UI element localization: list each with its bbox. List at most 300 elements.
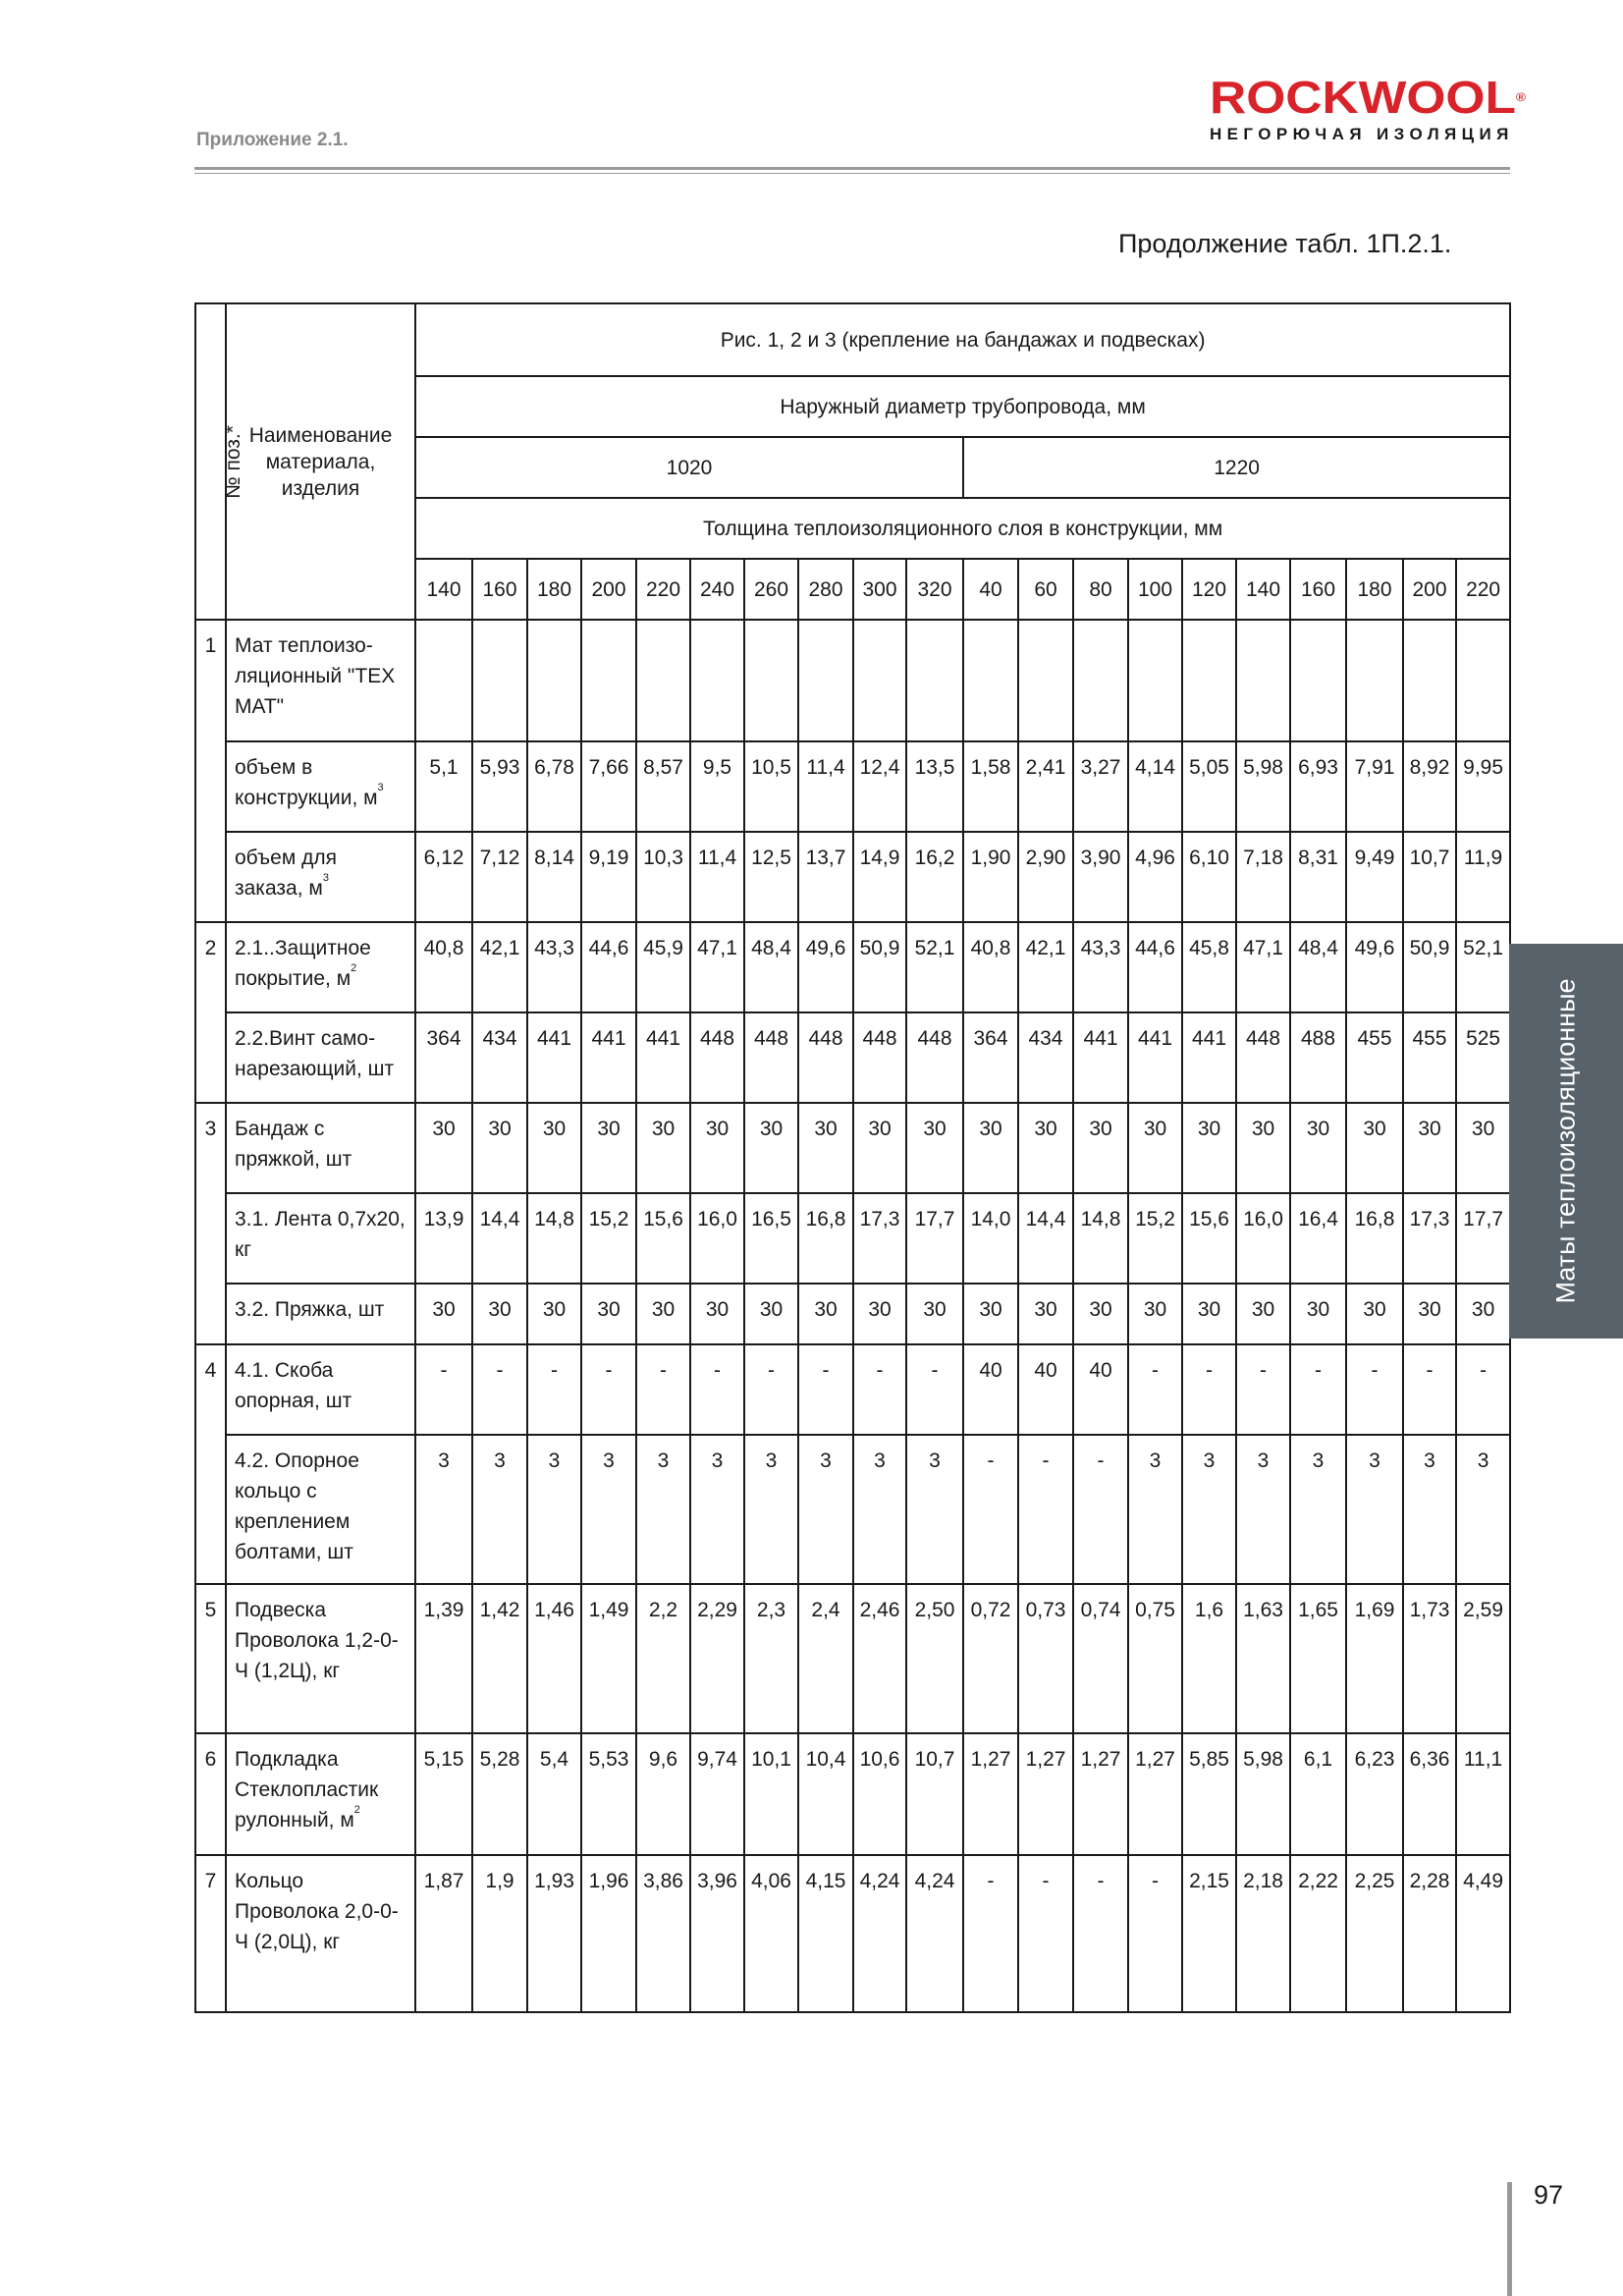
value-cell: 1,39	[415, 1584, 472, 1733]
value-cell: 17,7	[906, 1193, 963, 1284]
value-cell: 441	[1182, 1012, 1236, 1103]
thickness-col-16: 160	[1290, 559, 1346, 620]
table-row	[195, 1103, 1510, 1193]
value-cell: 3,86	[636, 1855, 690, 2012]
value-cell: 0,74	[1073, 1584, 1128, 1733]
value-cell: 9,6	[636, 1733, 690, 1855]
table-row	[195, 741, 1510, 832]
value-cell	[1290, 620, 1346, 741]
value-cell: 47,1	[1236, 922, 1290, 1012]
value-cell: 6,78	[527, 741, 581, 832]
value-cell: 441	[636, 1012, 690, 1103]
value-cell: 40	[963, 1344, 1018, 1435]
value-cell: 48,4	[744, 922, 798, 1012]
value-cell: 14,8	[1073, 1193, 1128, 1284]
value-cell: 448	[1236, 1012, 1290, 1103]
value-cell: 3	[1236, 1435, 1290, 1584]
value-cell: 4,24	[906, 1855, 963, 2012]
value-cell: 16,4	[1290, 1193, 1346, 1284]
diameter-1220: 1220	[963, 437, 1510, 498]
row-name	[226, 1855, 415, 2012]
value-cell: 13,7	[798, 832, 853, 922]
value-cell: 13,9	[415, 1193, 472, 1284]
row-name-text: 2.2.Винт само-нарезающий, шт	[235, 1027, 395, 1080]
value-cell: 52,1	[906, 922, 963, 1012]
value-cell: 3	[1128, 1435, 1182, 1584]
value-cell: 10,3	[636, 832, 690, 922]
value-cell: 17,3	[1403, 1193, 1456, 1284]
value-cell: 434	[1018, 1012, 1073, 1103]
row-name-text: Бандаж с пряжкой, шт	[235, 1118, 352, 1171]
rockwool-logo	[1210, 72, 1526, 144]
value-cell: 2,4	[798, 1584, 853, 1733]
row-name	[226, 1284, 415, 1344]
value-cell: -	[963, 1855, 1018, 2012]
thickness-col-18: 200	[1403, 559, 1456, 620]
value-cell: 8,57	[636, 741, 690, 832]
value-cell: 8,92	[1403, 741, 1456, 832]
value-cell: 30	[1182, 1284, 1236, 1344]
value-cell: -	[1128, 1344, 1182, 1435]
value-cell: 15,2	[581, 1193, 636, 1284]
value-cell	[472, 620, 527, 741]
value-cell	[798, 620, 853, 741]
value-cell: -	[636, 1344, 690, 1435]
value-cell: 42,1	[1018, 922, 1073, 1012]
value-cell: 30	[798, 1103, 853, 1193]
value-cell: -	[1456, 1344, 1510, 1435]
value-cell: 30	[1236, 1103, 1290, 1193]
value-cell: 52,1	[1456, 922, 1510, 1012]
value-cell: 3,96	[690, 1855, 744, 2012]
table-continuation-title: Продолжение табл. 1П.2.1.	[1118, 229, 1452, 258]
value-cell: 3	[798, 1435, 853, 1584]
value-cell: 8,14	[527, 832, 581, 922]
thickness-col-7: 280	[798, 559, 853, 620]
value-cell: 4,24	[853, 1855, 906, 2012]
value-cell: 30	[906, 1284, 963, 1344]
value-cell: 3	[527, 1435, 581, 1584]
logo-wordmark: ROCKWOOL®	[1210, 72, 1526, 123]
row-name-text: Подкладка Стеклопластик рулонный, м	[235, 1748, 379, 1831]
value-cell: 5,15	[415, 1733, 472, 1855]
value-cell: 364	[415, 1012, 472, 1103]
unit-superscript: 2	[353, 1804, 360, 1816]
value-cell: 30	[1403, 1103, 1456, 1193]
value-cell: 1,87	[415, 1855, 472, 2012]
thickness-col-13: 100	[1128, 559, 1182, 620]
table-row	[195, 1193, 1510, 1284]
thickness-col-12: 80	[1073, 559, 1128, 620]
value-cell: 14,8	[527, 1193, 581, 1284]
value-cell: 3	[581, 1435, 636, 1584]
value-cell: 15,6	[1182, 1193, 1236, 1284]
value-cell: 448	[906, 1012, 963, 1103]
value-cell: 14,9	[853, 832, 906, 922]
value-cell: 2,2	[636, 1584, 690, 1733]
value-cell: 455	[1346, 1012, 1403, 1103]
value-cell: 2,3	[744, 1584, 798, 1733]
value-cell: 30	[1128, 1103, 1182, 1193]
value-cell: -	[1403, 1344, 1456, 1435]
value-cell: 448	[690, 1012, 744, 1103]
table-row	[195, 1584, 1510, 1733]
value-cell: 3	[1456, 1435, 1510, 1584]
value-cell: 441	[527, 1012, 581, 1103]
value-cell: 30	[1128, 1284, 1182, 1344]
row-name-text: 4.2. Опорное кольцо с креплением болтами, шт	[235, 1449, 359, 1563]
row-name-text: 3.1. Лента 0,7х20, кг	[235, 1208, 406, 1261]
value-cell	[1346, 620, 1403, 741]
appendix-label: Приложение 2.1.	[196, 130, 349, 150]
row-pos: 6	[195, 1733, 226, 1855]
value-cell: 448	[853, 1012, 906, 1103]
thickness-col-10: 40	[963, 559, 1018, 620]
value-cell: 9,5	[690, 741, 744, 832]
value-cell	[1073, 620, 1128, 741]
value-cell: 6,36	[1403, 1733, 1456, 1855]
value-cell: 43,3	[1073, 922, 1128, 1012]
value-cell: 30	[1018, 1284, 1073, 1344]
value-cell: 48,4	[1290, 922, 1346, 1012]
value-cell: 1,90	[963, 832, 1018, 922]
value-cell: 5,28	[472, 1733, 527, 1855]
value-cell: -	[1346, 1344, 1403, 1435]
value-cell: 30	[581, 1284, 636, 1344]
value-cell: -	[744, 1344, 798, 1435]
thickness-col-14: 120	[1182, 559, 1236, 620]
value-cell: 30	[744, 1284, 798, 1344]
row-pos: 1	[195, 620, 226, 922]
value-cell: 0,72	[963, 1584, 1018, 1733]
value-cell: 10,5	[744, 741, 798, 832]
value-cell: 8,31	[1290, 832, 1346, 922]
value-cell: 4,06	[744, 1855, 798, 2012]
value-cell	[853, 620, 906, 741]
value-cell: 5,98	[1236, 1733, 1290, 1855]
section-side-tab-label: Маты теплоизоляционные	[1550, 978, 1581, 1304]
value-cell	[581, 620, 636, 741]
pos-header-label: № поз.*	[221, 424, 244, 499]
value-cell: 7,66	[581, 741, 636, 832]
value-cell: 30	[906, 1103, 963, 1193]
value-cell: 30	[472, 1103, 527, 1193]
value-cell: 30	[1182, 1103, 1236, 1193]
value-cell: 2,22	[1290, 1855, 1346, 2012]
value-cell: -	[1128, 1855, 1182, 2012]
value-cell: 45,8	[1182, 922, 1236, 1012]
value-cell: 3	[690, 1435, 744, 1584]
row-pos: 5	[195, 1584, 226, 1733]
row-pos: 7	[195, 1855, 226, 2012]
value-cell: 2,25	[1346, 1855, 1403, 2012]
value-cell: -	[527, 1344, 581, 1435]
thickness-col-2: 180	[527, 559, 581, 620]
value-cell: 30	[963, 1284, 1018, 1344]
value-cell	[744, 620, 798, 741]
row-pos: 2	[195, 922, 226, 1103]
value-cell: 434	[472, 1012, 527, 1103]
value-cell: 30	[1456, 1284, 1510, 1344]
value-cell: 30	[1346, 1103, 1403, 1193]
value-cell: 16,8	[798, 1193, 853, 1284]
value-cell: 30	[1456, 1103, 1510, 1193]
value-cell: 1,42	[472, 1584, 527, 1733]
value-cell: -	[906, 1344, 963, 1435]
value-cell	[1456, 620, 1510, 741]
value-cell: 6,23	[1346, 1733, 1403, 1855]
value-cell: 30	[636, 1103, 690, 1193]
value-cell: 1,6	[1182, 1584, 1236, 1733]
value-cell: 17,3	[853, 1193, 906, 1284]
value-cell: 30	[581, 1103, 636, 1193]
value-cell	[1182, 620, 1236, 741]
thickness-col-11: 60	[1018, 559, 1073, 620]
value-cell: -	[1073, 1435, 1128, 1584]
value-cell: 10,7	[906, 1733, 963, 1855]
name-header: Наименование материала, изделия	[226, 303, 415, 620]
value-cell: 1,9	[472, 1855, 527, 2012]
table-row	[195, 1855, 1510, 2012]
value-cell: 7,12	[472, 832, 527, 922]
thickness-col-1: 160	[472, 559, 527, 620]
value-cell: 448	[798, 1012, 853, 1103]
page-number: 97	[1534, 2180, 1564, 2210]
value-cell: 3,90	[1073, 832, 1128, 922]
value-cell: 3,27	[1073, 741, 1128, 832]
value-cell	[415, 620, 472, 741]
value-cell: 40	[1073, 1344, 1128, 1435]
value-cell: 49,6	[798, 922, 853, 1012]
row-name-text: Мат теплоизо-ляционный "ТЕХ МАТ"	[235, 634, 396, 718]
row-name-text: объем в конструкции, м	[235, 756, 378, 809]
thickness-col-3: 200	[581, 559, 636, 620]
unit-superscript: 3	[322, 872, 329, 884]
value-cell: 2,28	[1403, 1855, 1456, 2012]
value-cell	[636, 620, 690, 741]
value-cell: 6,93	[1290, 741, 1346, 832]
value-cell: 16,0	[690, 1193, 744, 1284]
value-cell: 30	[527, 1103, 581, 1193]
thickness-col-0: 140	[415, 559, 472, 620]
table-row	[195, 1435, 1510, 1584]
row-name	[226, 1584, 415, 1733]
value-cell: 14,4	[472, 1193, 527, 1284]
value-cell: 4,49	[1456, 1855, 1510, 2012]
value-cell: 42,1	[472, 922, 527, 1012]
value-cell: 1,58	[963, 741, 1018, 832]
diameter-header: Наружный диаметр трубопровода, мм	[415, 376, 1510, 437]
thickness-col-4: 220	[636, 559, 690, 620]
value-cell: 525	[1456, 1012, 1510, 1103]
thickness-header: Толщина теплоизоляционного слоя в конструкции, мм	[415, 498, 1510, 559]
value-cell: 9,49	[1346, 832, 1403, 922]
logo-tagline: НЕГОРЮЧАЯ ИЗОЛЯЦИЯ	[1210, 125, 1514, 143]
value-cell: 47,1	[690, 922, 744, 1012]
value-cell: 364	[963, 1012, 1018, 1103]
value-cell: 3	[1346, 1435, 1403, 1584]
value-cell: 11,4	[798, 741, 853, 832]
header-rule	[194, 167, 1510, 170]
value-cell: 40	[1018, 1344, 1073, 1435]
value-cell: 9,19	[581, 832, 636, 922]
thickness-col-6: 260	[744, 559, 798, 620]
value-cell: 30	[853, 1284, 906, 1344]
table-row	[195, 922, 1510, 1012]
value-cell: 2,41	[1018, 741, 1073, 832]
value-cell: 441	[581, 1012, 636, 1103]
thickness-col-19: 220	[1456, 559, 1510, 620]
value-cell: 30	[1073, 1284, 1128, 1344]
value-cell: 2,50	[906, 1584, 963, 1733]
value-cell: 49,6	[1346, 922, 1403, 1012]
value-cell: -	[963, 1435, 1018, 1584]
value-cell: 1,27	[963, 1733, 1018, 1855]
value-cell: 2,15	[1182, 1855, 1236, 2012]
value-cell: 30	[963, 1103, 1018, 1193]
row-name	[226, 1103, 415, 1193]
value-cell: 6,10	[1182, 832, 1236, 922]
value-cell	[1018, 620, 1073, 741]
value-cell: 30	[1346, 1284, 1403, 1344]
value-cell: 5,4	[527, 1733, 581, 1855]
value-cell: 6,1	[1290, 1733, 1346, 1855]
value-cell: 441	[1073, 1012, 1128, 1103]
value-cell: 30	[1290, 1103, 1346, 1193]
value-cell: 16,0	[1236, 1193, 1290, 1284]
value-cell: 5,53	[581, 1733, 636, 1855]
value-cell: 50,9	[853, 922, 906, 1012]
value-cell: 17,7	[1456, 1193, 1510, 1284]
value-cell	[1236, 620, 1290, 741]
value-cell: 10,7	[1403, 832, 1456, 922]
value-cell: 1,96	[581, 1855, 636, 2012]
value-cell: 7,18	[1236, 832, 1290, 922]
value-cell: 0,75	[1128, 1584, 1182, 1733]
value-cell: 1,63	[1236, 1584, 1290, 1733]
value-cell: 15,6	[636, 1193, 690, 1284]
value-cell: 15,2	[1128, 1193, 1182, 1284]
value-cell	[1128, 620, 1182, 741]
value-cell: 5,85	[1182, 1733, 1236, 1855]
thickness-col-17: 180	[1346, 559, 1403, 620]
value-cell: 30	[690, 1103, 744, 1193]
table-row	[195, 620, 1510, 741]
row-name	[226, 741, 415, 832]
value-cell: -	[1182, 1344, 1236, 1435]
header-rule-thin	[194, 173, 1510, 174]
value-cell: 9,95	[1456, 741, 1510, 832]
table-row	[195, 1344, 1510, 1435]
row-pos: 3	[195, 1103, 226, 1344]
value-cell: -	[1018, 1855, 1073, 2012]
value-cell: 3	[853, 1435, 906, 1584]
value-cell: -	[581, 1344, 636, 1435]
value-cell: 1,73	[1403, 1584, 1456, 1733]
value-cell	[906, 620, 963, 741]
value-cell: 30	[1018, 1103, 1073, 1193]
value-cell	[963, 620, 1018, 741]
value-cell: 5,05	[1182, 741, 1236, 832]
value-cell: 40,8	[415, 922, 472, 1012]
value-cell: 30	[415, 1103, 472, 1193]
row-name	[226, 832, 415, 922]
value-cell: 3	[744, 1435, 798, 1584]
row-name-text: 4.1. Скоба опорная, шт	[235, 1359, 352, 1412]
pos-header	[195, 303, 244, 620]
value-cell: 1,93	[527, 1855, 581, 2012]
row-name	[226, 1344, 415, 1435]
value-cell: 11,9	[1456, 832, 1510, 922]
value-cell: -	[1236, 1344, 1290, 1435]
materials-table	[194, 302, 1511, 2013]
figure-header: Рис. 1, 2 и 3 (крепление на бандажах и подвесках)	[415, 303, 1510, 376]
value-cell: 14,0	[963, 1193, 1018, 1284]
value-cell: 1,27	[1073, 1733, 1128, 1855]
value-cell: 3	[472, 1435, 527, 1584]
value-cell: 3	[1290, 1435, 1346, 1584]
value-cell: 10,6	[853, 1733, 906, 1855]
value-cell: 2,90	[1018, 832, 1073, 922]
table-row	[195, 832, 1510, 922]
value-cell: -	[1018, 1435, 1073, 1584]
value-cell: 30	[853, 1103, 906, 1193]
value-cell: 448	[744, 1012, 798, 1103]
value-cell: 11,4	[690, 832, 744, 922]
value-cell: 4,96	[1128, 832, 1182, 922]
value-cell: 0,73	[1018, 1584, 1073, 1733]
value-cell: 10,4	[798, 1733, 853, 1855]
row-name-text: Кольцо Проволока 2,0-0-Ч (2,0Ц), кг	[235, 1870, 399, 1953]
value-cell: 1,27	[1128, 1733, 1182, 1855]
value-cell: 3	[636, 1435, 690, 1584]
row-name-text: 3.2. Пряжка, шт	[235, 1298, 385, 1321]
value-cell: 1,27	[1018, 1733, 1073, 1855]
value-cell: 3	[415, 1435, 472, 1584]
value-cell: 441	[1128, 1012, 1182, 1103]
value-cell: 3	[906, 1435, 963, 1584]
value-cell: 44,6	[1128, 922, 1182, 1012]
value-cell: -	[690, 1344, 744, 1435]
value-cell: 3	[1403, 1435, 1456, 1584]
value-cell: 44,6	[581, 922, 636, 1012]
value-cell: 1,65	[1290, 1584, 1346, 1733]
value-cell: 2,59	[1456, 1584, 1510, 1733]
value-cell: 30	[527, 1284, 581, 1344]
value-cell	[1403, 620, 1456, 741]
value-cell: 11,1	[1456, 1733, 1510, 1855]
row-name-text: 2.1..Защитное покрытие, м	[235, 937, 371, 990]
value-cell: 14,4	[1018, 1193, 1073, 1284]
value-cell: 6,12	[415, 832, 472, 922]
value-cell: 30	[472, 1284, 527, 1344]
value-cell: 30	[690, 1284, 744, 1344]
row-name	[226, 1435, 415, 1584]
value-cell: 30	[798, 1284, 853, 1344]
row-name	[226, 922, 415, 1012]
row-name	[226, 1012, 415, 1103]
value-cell: 7,91	[1346, 741, 1403, 832]
value-cell: 16,5	[744, 1193, 798, 1284]
value-cell: -	[415, 1344, 472, 1435]
row-name	[226, 1733, 415, 1855]
value-cell: 40,8	[963, 922, 1018, 1012]
thickness-col-9: 320	[906, 559, 963, 620]
row-pos: 4	[195, 1344, 226, 1584]
value-cell: -	[472, 1344, 527, 1435]
value-cell: 30	[1073, 1103, 1128, 1193]
value-cell: 30	[1290, 1284, 1346, 1344]
